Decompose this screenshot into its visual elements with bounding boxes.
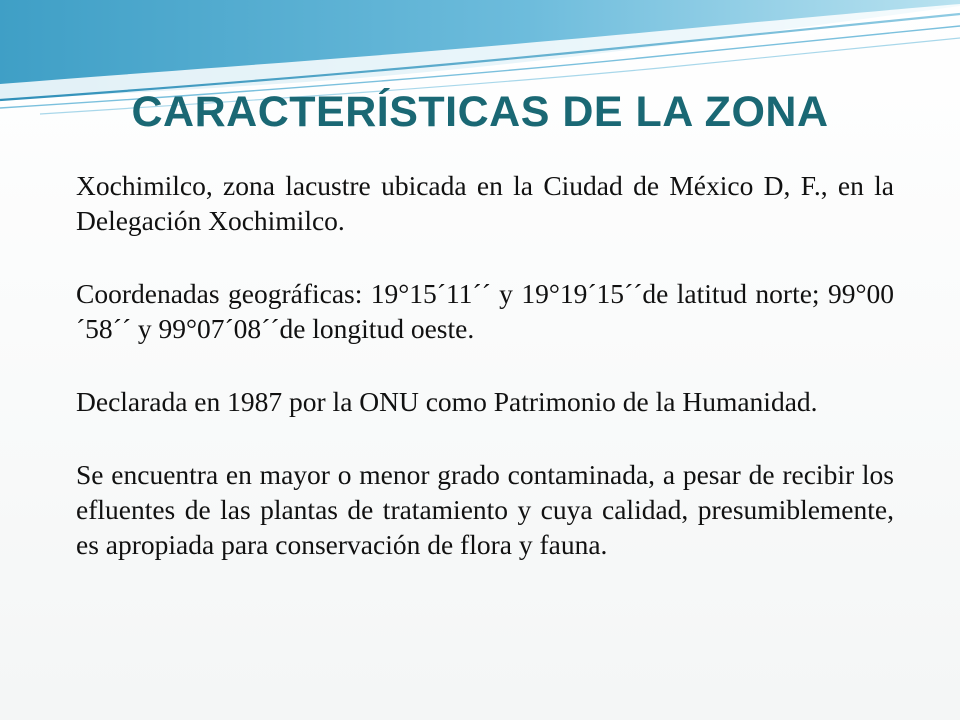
paragraph-contamination: Se encuentra en mayor o menor grado contaminada, a pesar de recibir los efluentes de las plantas de tratamiento y cuya calidad, presumiblemente, es apropiada para conservación de flora y fauna. xyxy=(76,459,894,560)
paragraph-coordinates: Coordenadas geográficas: 19°15´11´´ y 19°19´15´´de latitud norte; 99°00´58´´ y 99°07´08´´de longitud oeste. xyxy=(76,278,894,344)
slide-title: CARACTERÍSTICAS DE LA ZONA xyxy=(131,88,829,136)
paragraph-location: Xochimilco, zona lacustre ubicada en la Ciudad de México D, F., en la Delegación Xochimilco. xyxy=(76,170,894,236)
slide-body xyxy=(76,168,894,562)
paragraph-heritage: Declarada en 1987 por la ONU como Patrimonio de la Humanidad. xyxy=(76,386,818,417)
